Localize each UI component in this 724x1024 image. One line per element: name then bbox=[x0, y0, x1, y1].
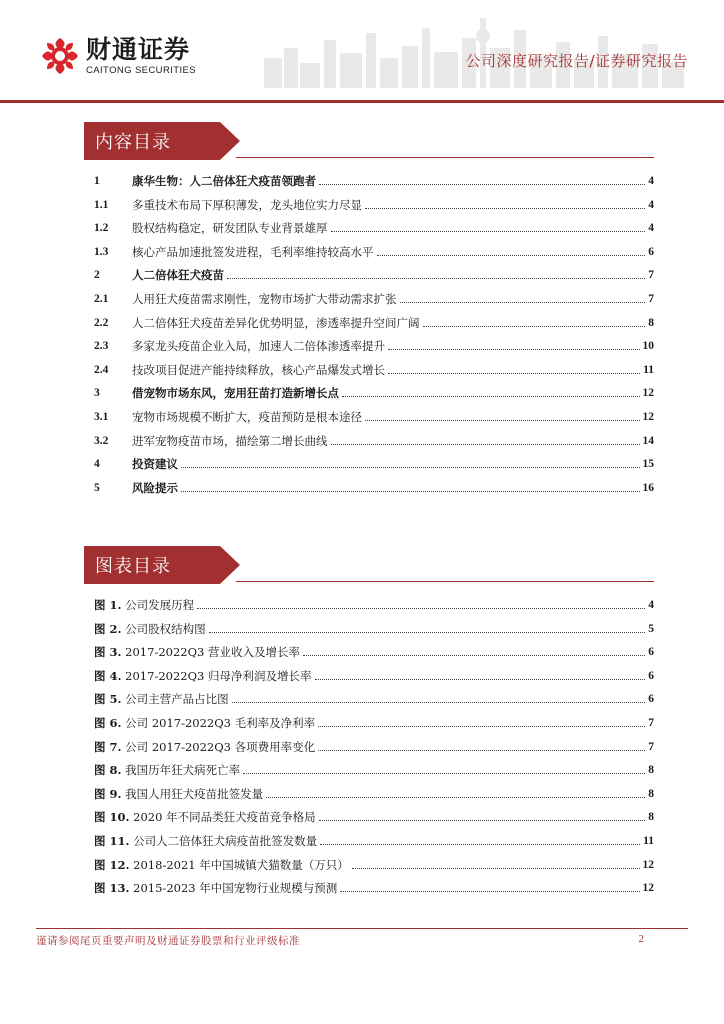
toc-entry-title: 投资建议 bbox=[132, 457, 178, 472]
toc-entry-title: 技改项目促进产能持续释放，核心产品爆发式增长 bbox=[132, 362, 385, 377]
toc-entry-number: 2.4 bbox=[94, 363, 109, 376]
toc-leader-dots bbox=[227, 277, 645, 279]
toc-entry-title: 人用狂犬疫苗需求刚性，宠物市场扩大带动需求扩张 bbox=[132, 292, 397, 306]
toc-entry-title: 康华生物：人二倍体狂犬疫苗领跑者 bbox=[132, 174, 316, 188]
figure-entry[interactable] bbox=[94, 641, 654, 659]
toc-leader-dots bbox=[181, 466, 640, 468]
figure-entry[interactable] bbox=[94, 806, 654, 824]
figure-entry-page: 7 bbox=[648, 717, 654, 729]
figures-heading: 图表目录 bbox=[95, 556, 171, 577]
toc-leader-dots bbox=[400, 301, 646, 303]
figure-leader-dots bbox=[340, 890, 639, 892]
figure-entry-label: 图 4. bbox=[94, 668, 122, 683]
figure-leader-dots bbox=[315, 678, 646, 680]
figures-banner-line bbox=[236, 581, 654, 582]
toc-leader-dots bbox=[377, 254, 646, 256]
toc-entry-title: 股权结构稳定，研发团队专业背景雄厚 bbox=[132, 221, 328, 236]
toc-entry-page: 7 bbox=[648, 269, 654, 282]
figure-entry-page: 8 bbox=[648, 811, 654, 824]
toc-leader-dots bbox=[388, 372, 640, 374]
report-type-title: 公司深度研究报告/证券研究报告 bbox=[465, 52, 688, 70]
figure-entry[interactable] bbox=[94, 759, 654, 777]
toc-entry[interactable] bbox=[94, 194, 654, 212]
figure-entry-page: 12 bbox=[642, 858, 654, 871]
toc-entry-page: 12 bbox=[642, 411, 654, 423]
figure-leader-dots bbox=[318, 725, 645, 727]
caitong-logo-icon bbox=[40, 36, 80, 76]
toc-entry-page: 14 bbox=[642, 434, 654, 447]
figure-entry-text bbox=[94, 645, 300, 659]
toc-entry-title: 人二倍体狂犬疫苗差异化优势明显，渗透率提升空间广阔 bbox=[132, 315, 420, 330]
figure-entry-title: 公司 2017-2022Q3 毛利率及净利率 bbox=[125, 716, 316, 730]
figure-entry[interactable] bbox=[94, 688, 654, 706]
figure-entry-label: 图 11. bbox=[94, 834, 130, 848]
toc-entry[interactable] bbox=[94, 170, 654, 188]
toc-entry-page: 8 bbox=[648, 316, 654, 329]
toc-entry-number: 2 bbox=[94, 269, 100, 282]
figure-entry-page: 5 bbox=[648, 622, 654, 635]
toc-leader-dots bbox=[388, 348, 640, 350]
toc-entry[interactable] bbox=[94, 217, 654, 235]
toc-entry-number: 3 bbox=[94, 387, 100, 400]
contents-banner-line bbox=[236, 157, 654, 158]
toc-entry-page: 15 bbox=[642, 458, 654, 471]
figure-entry-label: 图 8. bbox=[94, 763, 122, 778]
figure-entry-text bbox=[94, 834, 317, 848]
toc-entry-number: 2.2 bbox=[94, 316, 109, 329]
toc-leader-dots bbox=[331, 443, 640, 445]
figure-entry-title: 公司主营产品占比图 bbox=[125, 692, 229, 707]
toc-entry-page: 4 bbox=[648, 222, 654, 235]
toc-entry-number: 1.2 bbox=[94, 222, 109, 235]
figure-entry-page: 11 bbox=[643, 835, 654, 847]
figure-leader-dots bbox=[197, 607, 645, 609]
figure-entry[interactable] bbox=[94, 877, 654, 895]
figure-entry-title: 2015-2023 年中国宠物行业规模与预测 bbox=[133, 881, 338, 896]
figure-leader-dots bbox=[319, 819, 646, 821]
figure-entry-title: 我国历年狂犬病死亡率 bbox=[125, 763, 241, 778]
figure-entry-title: 公司发展历程 bbox=[125, 598, 195, 612]
figure-entry-label: 图 6. bbox=[94, 716, 122, 730]
toc-entry[interactable] bbox=[94, 359, 654, 377]
toc-entry[interactable] bbox=[94, 382, 654, 400]
figure-entry[interactable] bbox=[94, 783, 654, 801]
figure-entry-page: 8 bbox=[648, 787, 654, 800]
toc-entry-number: 3.1 bbox=[94, 411, 109, 423]
toc-entry-number: 3.2 bbox=[94, 434, 109, 447]
figure-entry-text bbox=[94, 858, 349, 872]
figure-entry-label: 图 10. bbox=[94, 810, 130, 825]
toc-entry-number: 2.1 bbox=[94, 293, 109, 305]
toc-leader-dots bbox=[365, 419, 640, 421]
toc-entry-number: 2.3 bbox=[94, 340, 109, 353]
toc-entry[interactable] bbox=[94, 288, 654, 306]
figure-entry-title: 公司股权结构图 bbox=[125, 621, 206, 636]
figure-entry-page: 6 bbox=[648, 693, 654, 706]
toc-entry-number: 4 bbox=[94, 458, 100, 471]
logo-english-name: CAITONG SECURITIES bbox=[86, 64, 196, 76]
figure-entry[interactable] bbox=[94, 854, 654, 872]
figure-entry[interactable] bbox=[94, 594, 654, 612]
figure-entry-title: 公司人二倍体狂犬病疫苗批签发数量 bbox=[133, 834, 318, 848]
figure-entry-label: 图 5. bbox=[94, 692, 122, 707]
toc-leader-dots bbox=[365, 207, 645, 209]
figure-leader-dots bbox=[209, 631, 646, 633]
figure-entry[interactable] bbox=[94, 665, 654, 683]
company-logo bbox=[40, 36, 196, 76]
figure-entry-label: 图 12. bbox=[94, 857, 130, 872]
toc-entry-page: 4 bbox=[648, 198, 654, 211]
figure-entry-text bbox=[94, 787, 263, 801]
toc-entry[interactable] bbox=[94, 406, 654, 424]
figure-leader-dots bbox=[232, 701, 646, 703]
toc-entry[interactable] bbox=[94, 477, 654, 495]
toc-entry-page: 16 bbox=[642, 481, 654, 494]
toc-leader-dots bbox=[331, 230, 646, 232]
figure-entry-label: 图 7. bbox=[94, 739, 122, 754]
figure-entry-page: 7 bbox=[648, 740, 654, 753]
toc-entry-title: 宠物市场规模不断扩大，疫苗预防是根本途径 bbox=[132, 410, 362, 424]
figure-entry[interactable] bbox=[94, 736, 654, 754]
contents-banner bbox=[84, 122, 654, 160]
page-header bbox=[0, 0, 724, 105]
figure-entry-text bbox=[94, 692, 229, 706]
figure-entry-text bbox=[94, 740, 315, 754]
figure-entry-text bbox=[94, 622, 206, 636]
figure-leader-dots bbox=[352, 867, 640, 869]
figure-entry[interactable] bbox=[94, 712, 654, 730]
toc-entry-page: 11 bbox=[643, 363, 654, 376]
toc-entry-title: 人二倍体狂犬疫苗 bbox=[132, 268, 224, 283]
figure-entry-page: 12 bbox=[642, 882, 654, 895]
figure-entry-text bbox=[94, 716, 315, 730]
toc-entry-number: 1.3 bbox=[94, 245, 109, 258]
toc-entry[interactable] bbox=[94, 264, 654, 282]
figure-entry-text bbox=[94, 810, 316, 824]
toc-entry-page: 7 bbox=[648, 293, 654, 305]
toc-leader-dots bbox=[181, 490, 640, 492]
toc-entry-title: 多家龙头疫苗企业入局，加速人二倍体渗透率提升 bbox=[132, 339, 385, 354]
figure-entry-title: 2018-2021 年中国城镇犬猫数量（万只） bbox=[133, 857, 349, 872]
figure-entry-page: 6 bbox=[648, 646, 654, 659]
toc-entry-page: 10 bbox=[642, 340, 654, 353]
figure-leader-dots bbox=[266, 796, 645, 798]
figure-leader-dots bbox=[320, 843, 640, 845]
toc-leader-dots bbox=[319, 183, 645, 185]
toc-entry[interactable] bbox=[94, 335, 654, 353]
figure-entry[interactable] bbox=[94, 618, 654, 636]
figure-entry-text bbox=[94, 881, 337, 895]
figure-entry-text bbox=[94, 598, 194, 612]
toc-entry[interactable] bbox=[94, 430, 654, 448]
figure-entry-title: 2017-2022Q3 营业收入及增长率 bbox=[125, 645, 300, 660]
footer-disclaimer: 谨请参阅尾页重要声明及财通证券股票和行业评级标准 bbox=[36, 935, 300, 947]
toc-entry-title: 借宠物市场东风，宠用狂苗打造新增长点 bbox=[132, 386, 339, 401]
figure-entry[interactable] bbox=[94, 830, 654, 848]
toc-entry-title: 风险提示 bbox=[132, 480, 178, 495]
toc-entry-title: 进军宠物疫苗市场，描绘第二增长曲线 bbox=[132, 433, 328, 448]
figure-entry-title: 2020 年不同品类狂犬疫苗竞争格局 bbox=[133, 810, 316, 825]
toc-entry-number: 1 bbox=[94, 175, 100, 187]
figure-entry-label: 图 9. bbox=[94, 786, 122, 801]
toc-entry-number: 1.1 bbox=[94, 198, 109, 211]
figure-entry-page: 4 bbox=[648, 599, 654, 611]
figure-leader-dots bbox=[243, 772, 645, 774]
toc-leader-dots bbox=[423, 325, 646, 327]
toc-entry-title: 多重技术布局下厚积薄发，龙头地位实力尽显 bbox=[132, 197, 362, 212]
figure-leader-dots bbox=[318, 749, 645, 751]
figure-entry-label: 图 3. bbox=[94, 645, 122, 660]
figure-leader-dots bbox=[303, 654, 645, 656]
figure-entry-title: 公司 2017-2022Q3 各项费用率变化 bbox=[125, 739, 316, 754]
contents-heading: 内容目录 bbox=[95, 132, 171, 153]
figure-entry-label: 图 2. bbox=[94, 621, 122, 636]
toc-entry[interactable] bbox=[94, 241, 654, 259]
figures-banner bbox=[84, 546, 654, 584]
toc-entry-number: 5 bbox=[94, 481, 100, 494]
toc-entry-page: 6 bbox=[648, 245, 654, 258]
toc-entry-title: 核心产品加速批签发进程，毛利率维持较高水平 bbox=[132, 244, 374, 259]
header-divider bbox=[0, 100, 724, 103]
toc-leader-dots bbox=[342, 395, 640, 397]
figure-entry-page: 8 bbox=[648, 764, 654, 777]
toc-entry[interactable] bbox=[94, 312, 654, 330]
toc-entry-page: 4 bbox=[648, 175, 654, 187]
figure-entry-title: 我国人用狂犬疫苗批签发量 bbox=[125, 786, 264, 801]
figure-entry-title: 2017-2022Q3 归母净利润及增长率 bbox=[125, 668, 312, 683]
figure-entry-page: 6 bbox=[648, 669, 654, 682]
toc-entry[interactable] bbox=[94, 453, 654, 471]
figure-entry-text bbox=[94, 763, 240, 777]
toc-entry-page: 12 bbox=[642, 387, 654, 400]
footer-divider bbox=[36, 928, 688, 929]
logo-chinese-name: 财通证券 bbox=[86, 34, 191, 64]
figure-entry-label: 图 1. bbox=[94, 598, 122, 612]
figure-entry-label: 图 13. bbox=[94, 881, 130, 896]
figure-entry-text bbox=[94, 669, 312, 683]
page-number: 2 bbox=[638, 933, 644, 945]
